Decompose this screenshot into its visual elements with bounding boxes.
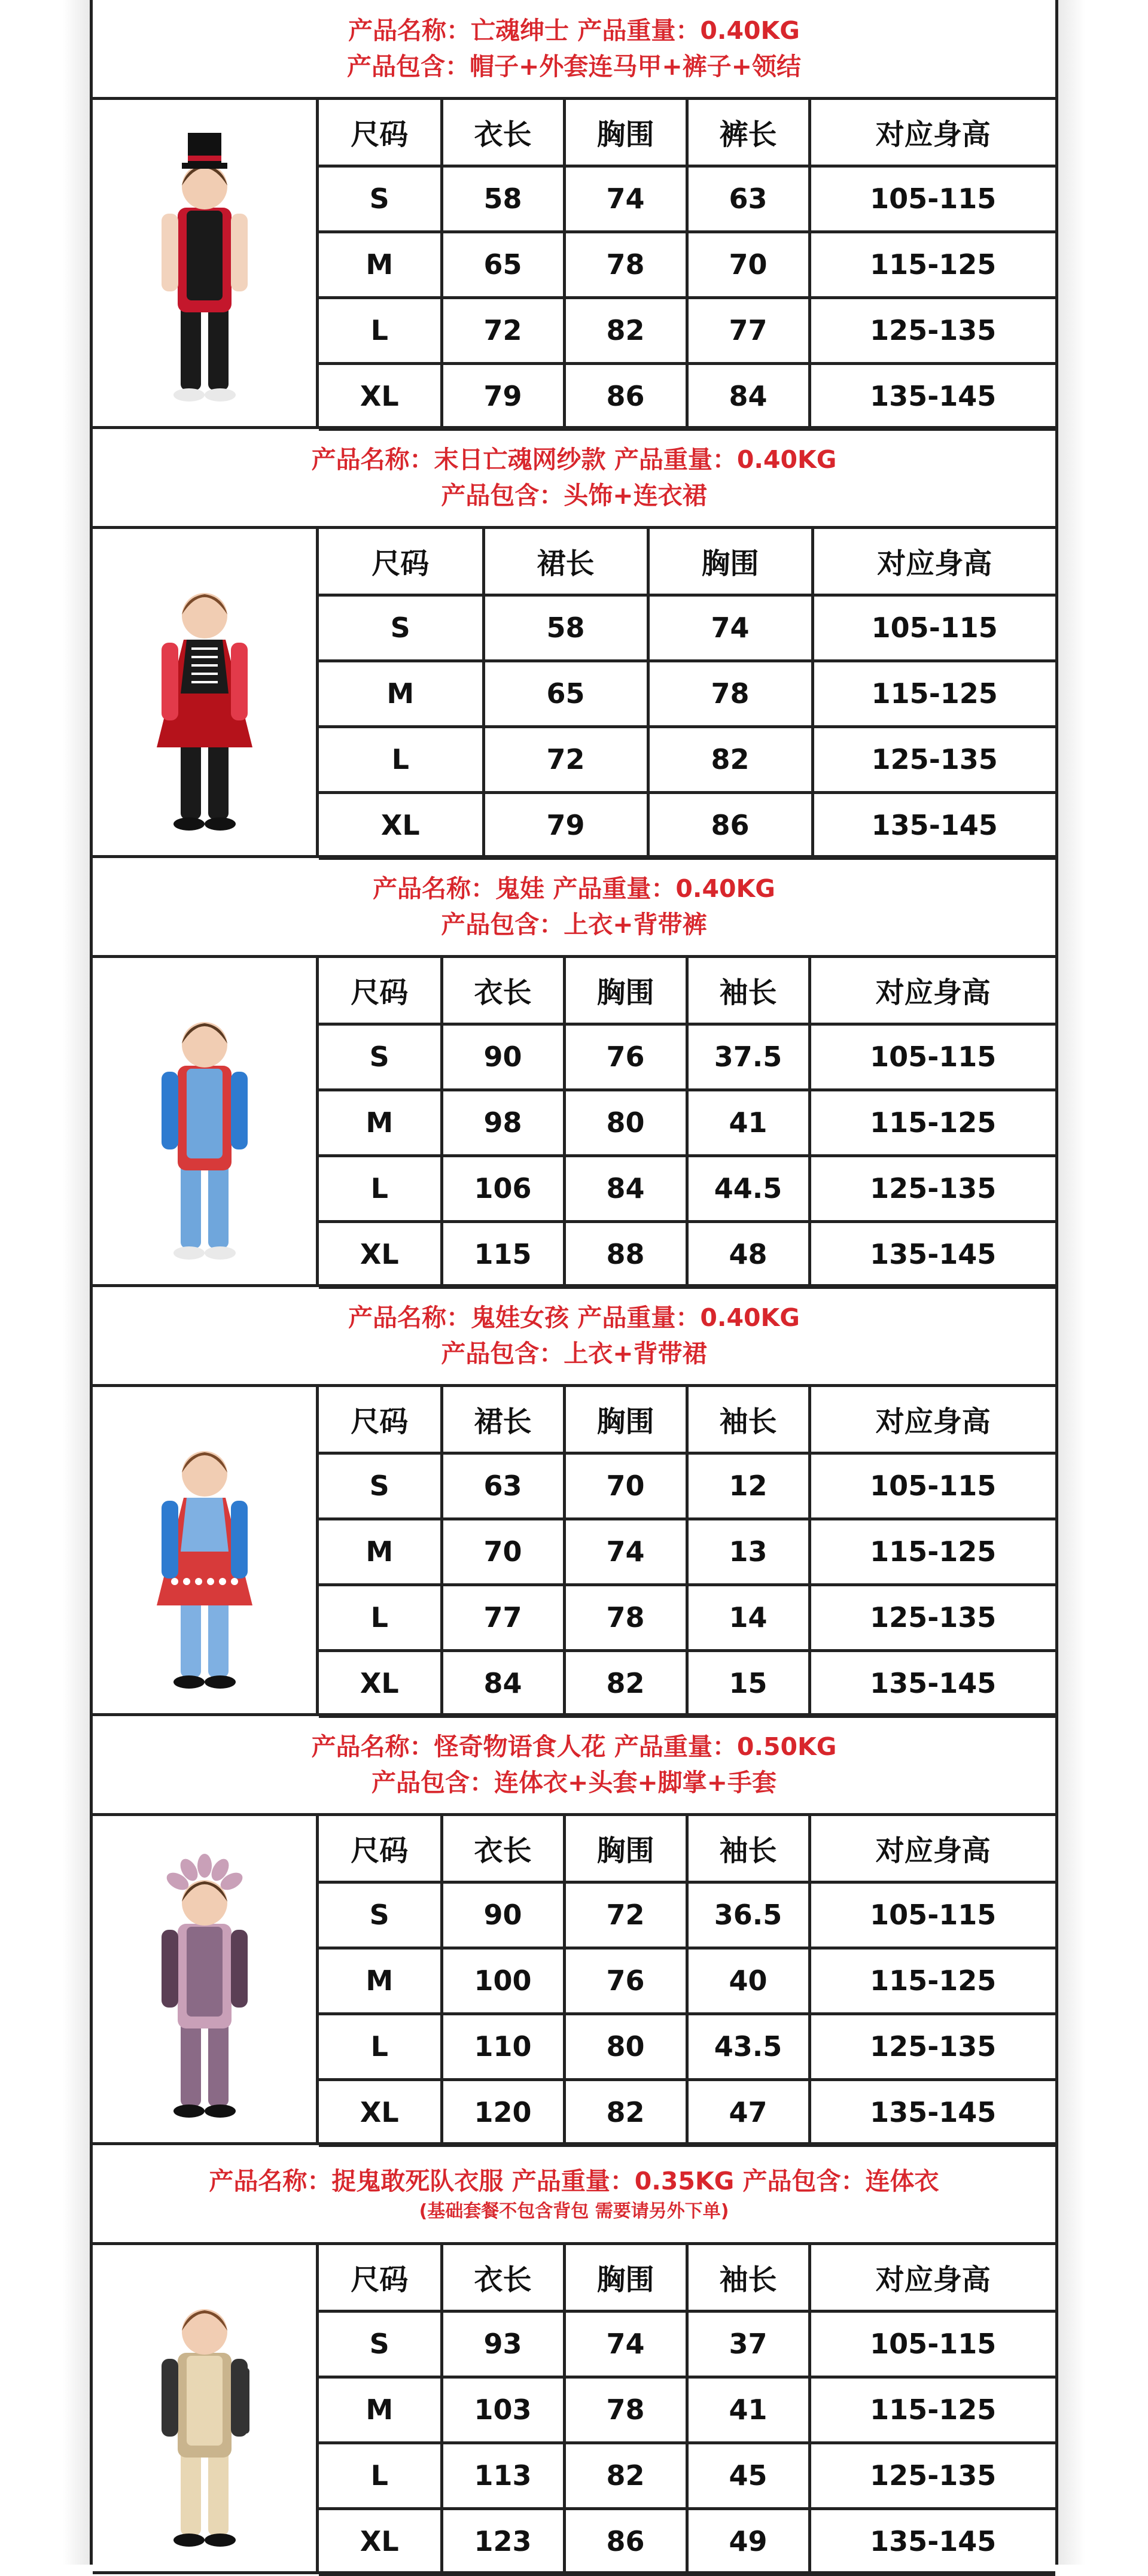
- measurement-cell: 41: [687, 1090, 809, 1155]
- measurement-cell: 123: [441, 2508, 564, 2574]
- product-header: [93, 1716, 1055, 1816]
- measurement-cell: 79: [441, 363, 564, 429]
- table-row: [319, 232, 1055, 297]
- measurement-cell: 41: [687, 2377, 809, 2443]
- product-photo: [93, 2245, 319, 2574]
- measurement-cell: 135-145: [809, 2508, 1055, 2574]
- column-header: 对应身高: [809, 2245, 1055, 2311]
- measurement-cell: 63: [687, 166, 809, 232]
- column-header: 尺码: [319, 2245, 441, 2311]
- size-table: [319, 1387, 1055, 1718]
- measurement-cell: 90: [441, 1882, 564, 1948]
- measurement-cell: 78: [564, 2377, 687, 2443]
- product-photo: [93, 529, 319, 858]
- measurement-cell: 115-125: [812, 661, 1055, 726]
- product-header: [93, 858, 1055, 958]
- table-header-row: [319, 958, 1055, 1024]
- size-cell: M: [319, 2377, 441, 2443]
- size-cell: M: [319, 1948, 441, 2014]
- measurement-cell: 14: [687, 1584, 809, 1650]
- measurement-cell: 84: [441, 1650, 564, 1716]
- product-contents-line: 产品包含：连体衣+头套+脚掌+手套: [371, 1768, 777, 1797]
- measurement-cell: 37.5: [687, 1024, 809, 1090]
- measurement-cell: 76: [564, 1024, 687, 1090]
- measurement-cell: 49: [687, 2508, 809, 2574]
- table-row: [319, 2443, 1055, 2508]
- size-cell: L: [319, 2014, 441, 2079]
- measurement-cell: 79: [483, 792, 648, 858]
- measurement-cell: 70: [687, 232, 809, 297]
- column-header: 尺码: [319, 1387, 441, 1453]
- measurement-cell: 78: [564, 232, 687, 297]
- table-header-row: [319, 1816, 1055, 1882]
- model-figure-illustration: [133, 2266, 276, 2553]
- size-cell: XL: [319, 1650, 441, 1716]
- measurement-cell: 72: [564, 1882, 687, 1948]
- product-title-line: 产品名称：鬼娃女孩 产品重量：0.40KG: [348, 1303, 800, 1332]
- size-cell: XL: [319, 1221, 441, 1287]
- measurement-cell: 125-135: [809, 2443, 1055, 2508]
- column-header: 衣长: [441, 1816, 564, 1882]
- product-section: [93, 858, 1055, 1287]
- measurement-cell: 106: [441, 1155, 564, 1221]
- product-photo: [93, 1387, 319, 1716]
- product-photo: [93, 100, 319, 429]
- measurement-cell: 125-135: [809, 297, 1055, 363]
- table-header-row: [319, 529, 1055, 595]
- column-header: 对应身高: [809, 100, 1055, 166]
- size-cell: S: [319, 595, 483, 661]
- measurement-cell: 78: [564, 1584, 687, 1650]
- measurement-cell: 115-125: [809, 2377, 1055, 2443]
- product-header: [93, 1287, 1055, 1387]
- measurement-cell: 115-125: [809, 232, 1055, 297]
- measurement-cell: 70: [441, 1519, 564, 1584]
- product-title-line: 产品名称：亡魂绅士 产品重量：0.40KG: [348, 16, 800, 45]
- measurement-cell: 37: [687, 2311, 809, 2377]
- measurement-cell: 105-115: [809, 1882, 1055, 1948]
- measurement-cell: 100: [441, 1948, 564, 2014]
- measurement-cell: 84: [564, 1155, 687, 1221]
- product-title-line: 产品名称：怪奇物语食人花 产品重量：0.50KG: [311, 1732, 837, 1761]
- column-header: 尺码: [319, 958, 441, 1024]
- product-title-line: 产品名称：捉鬼敢死队衣服 产品重量：0.35KG 产品包含：连体衣: [209, 2167, 939, 2195]
- measurement-cell: 115: [441, 1221, 564, 1287]
- column-header: 对应身高: [812, 529, 1055, 595]
- column-header: 胸围: [564, 1816, 687, 1882]
- product-header: [93, 429, 1055, 529]
- section-divider: [93, 2571, 1055, 2574]
- column-header: 对应身高: [809, 958, 1055, 1024]
- measurement-cell: 135-145: [812, 792, 1055, 858]
- measurement-cell: 135-145: [809, 1221, 1055, 1287]
- table-row: [319, 297, 1055, 363]
- table-row: [319, 1024, 1055, 1090]
- measurement-cell: 105-115: [809, 2311, 1055, 2377]
- measurement-cell: 74: [564, 2311, 687, 2377]
- column-header: 袖长: [687, 2245, 809, 2311]
- page-edge-right: [1058, 0, 1148, 2565]
- measurement-cell: 125-135: [809, 1155, 1055, 1221]
- measurement-cell: 105-115: [809, 166, 1055, 232]
- measurement-cell: 72: [441, 297, 564, 363]
- size-cell: XL: [319, 2508, 441, 2574]
- column-header: 对应身高: [809, 1387, 1055, 1453]
- table-row: [319, 1650, 1055, 1716]
- table-row: [319, 661, 1055, 726]
- measurement-cell: 45: [687, 2443, 809, 2508]
- table-row: [319, 363, 1055, 429]
- column-header: 对应身高: [809, 1816, 1055, 1882]
- measurement-cell: 82: [564, 2443, 687, 2508]
- size-cell: L: [319, 2443, 441, 2508]
- measurement-cell: 48: [687, 1221, 809, 1287]
- product-title-line: 产品名称：鬼娃 产品重量：0.40KG: [373, 874, 775, 903]
- table-header-row: [319, 1387, 1055, 1453]
- size-cell: XL: [319, 792, 483, 858]
- measurement-cell: 86: [564, 363, 687, 429]
- column-header: 袖长: [687, 958, 809, 1024]
- measurement-cell: 105-115: [809, 1024, 1055, 1090]
- measurement-cell: 115-125: [809, 1090, 1055, 1155]
- table-row: [319, 1453, 1055, 1519]
- product-contents-line: 产品包含：上衣+背带裙: [441, 1339, 707, 1368]
- product-photo: [93, 1816, 319, 2145]
- table-row: [319, 1584, 1055, 1650]
- measurement-cell: 82: [564, 1650, 687, 1716]
- measurement-cell: 125-135: [812, 726, 1055, 792]
- model-figure-illustration: [133, 1408, 276, 1695]
- column-header: 胸围: [564, 2245, 687, 2311]
- model-figure-illustration: [133, 550, 276, 837]
- column-header: 衣长: [441, 100, 564, 166]
- size-table: [319, 100, 1055, 431]
- measurement-cell: 36.5: [687, 1882, 809, 1948]
- product-title-line: 产品名称：末日亡魂网纱款 产品重量：0.40KG: [311, 445, 837, 474]
- measurement-cell: 88: [564, 1221, 687, 1287]
- product-contents-line: 产品包含：上衣+背带裤: [441, 910, 707, 939]
- product-photo: [93, 958, 319, 1287]
- measurement-cell: 113: [441, 2443, 564, 2508]
- table-row: [319, 1090, 1055, 1155]
- column-header: 衣长: [441, 958, 564, 1024]
- table-row: [319, 792, 1055, 858]
- size-cell: S: [319, 1453, 441, 1519]
- measurement-cell: 40: [687, 1948, 809, 2014]
- size-cell: M: [319, 232, 441, 297]
- measurement-cell: 72: [483, 726, 648, 792]
- measurement-cell: 82: [564, 2079, 687, 2145]
- column-header: 衣长: [441, 2245, 564, 2311]
- table-row: [319, 2377, 1055, 2443]
- size-cell: S: [319, 166, 441, 232]
- table-row: [319, 1948, 1055, 2014]
- table-row: [319, 2311, 1055, 2377]
- table-row: [319, 1221, 1055, 1287]
- measurement-cell: 103: [441, 2377, 564, 2443]
- size-table: [319, 529, 1055, 860]
- measurement-cell: 115-125: [809, 1519, 1055, 1584]
- product-section: [93, 0, 1055, 429]
- table-header-row: [319, 2245, 1055, 2311]
- table-header-row: [319, 100, 1055, 166]
- column-header: 裙长: [483, 529, 648, 595]
- measurement-cell: 65: [441, 232, 564, 297]
- measurement-cell: 80: [564, 1090, 687, 1155]
- measurement-cell: 43.5: [687, 2014, 809, 2079]
- column-header: 尺码: [319, 1816, 441, 1882]
- product-contents-line: 产品包含：头饰+连衣裙: [441, 481, 707, 510]
- measurement-cell: 76: [564, 1948, 687, 2014]
- measurement-cell: 63: [441, 1453, 564, 1519]
- page-edge-left: [0, 0, 90, 2565]
- size-cell: XL: [319, 2079, 441, 2145]
- measurement-cell: 70: [564, 1453, 687, 1519]
- measurement-cell: 105-115: [809, 1453, 1055, 1519]
- size-cell: M: [319, 1519, 441, 1584]
- measurement-cell: 84: [687, 363, 809, 429]
- column-header: 胸围: [564, 1387, 687, 1453]
- column-header: 胸围: [564, 100, 687, 166]
- measurement-cell: 120: [441, 2079, 564, 2145]
- table-row: [319, 2079, 1055, 2145]
- size-cell: S: [319, 1882, 441, 1948]
- measurement-cell: 58: [483, 595, 648, 661]
- column-header: 袖长: [687, 1387, 809, 1453]
- measurement-cell: 86: [648, 792, 812, 858]
- measurement-cell: 82: [648, 726, 812, 792]
- size-cell: L: [319, 297, 441, 363]
- measurement-cell: 74: [564, 1519, 687, 1584]
- table-row: [319, 166, 1055, 232]
- column-header: 尺码: [319, 529, 483, 595]
- measurement-cell: 110: [441, 2014, 564, 2079]
- size-table: [319, 1816, 1055, 2147]
- size-cell: S: [319, 1024, 441, 1090]
- size-table: [319, 958, 1055, 1289]
- measurement-cell: 47: [687, 2079, 809, 2145]
- measurement-cell: 125-135: [809, 1584, 1055, 1650]
- measurement-cell: 135-145: [809, 1650, 1055, 1716]
- model-figure-illustration: [133, 979, 276, 1266]
- product-section: [93, 1716, 1055, 2145]
- measurement-cell: 77: [441, 1584, 564, 1650]
- measurement-cell: 135-145: [809, 363, 1055, 429]
- size-cell: XL: [319, 363, 441, 429]
- measurement-cell: 74: [648, 595, 812, 661]
- column-header: 胸围: [648, 529, 812, 595]
- measurement-cell: 13: [687, 1519, 809, 1584]
- measurement-cell: 80: [564, 2014, 687, 2079]
- column-header: 袖长: [687, 1816, 809, 1882]
- measurement-cell: 78: [648, 661, 812, 726]
- size-cell: S: [319, 2311, 441, 2377]
- measurement-cell: 98: [441, 1090, 564, 1155]
- measurement-cell: 44.5: [687, 1155, 809, 1221]
- product-note: (基础套餐不包含背包 需要请另外下单): [419, 2201, 729, 2222]
- model-figure-illustration: [133, 121, 276, 408]
- table-row: [319, 1519, 1055, 1584]
- product-contents-line: 产品包含：帽子+外套连马甲+裤子+领结: [346, 52, 802, 81]
- measurement-cell: 105-115: [812, 595, 1055, 661]
- column-header: 裤长: [687, 100, 809, 166]
- measurement-cell: 86: [564, 2508, 687, 2574]
- size-table: [319, 2245, 1055, 2576]
- model-figure-illustration: [133, 1837, 276, 2124]
- measurement-cell: 93: [441, 2311, 564, 2377]
- measurement-cell: 90: [441, 1024, 564, 1090]
- size-cell: L: [319, 726, 483, 792]
- table-row: [319, 1882, 1055, 1948]
- measurement-cell: 58: [441, 166, 564, 232]
- product-section: [93, 429, 1055, 858]
- column-header: 尺码: [319, 100, 441, 166]
- measurement-cell: 65: [483, 661, 648, 726]
- size-cell: M: [319, 661, 483, 726]
- measurement-cell: 12: [687, 1453, 809, 1519]
- measurement-cell: 82: [564, 297, 687, 363]
- size-cell: L: [319, 1584, 441, 1650]
- measurement-cell: 77: [687, 297, 809, 363]
- column-header: 裙长: [441, 1387, 564, 1453]
- product-header: [93, 0, 1055, 100]
- measurement-cell: 135-145: [809, 2079, 1055, 2145]
- table-row: [319, 595, 1055, 661]
- table-row: [319, 1155, 1055, 1221]
- measurement-cell: 74: [564, 166, 687, 232]
- measurement-cell: 15: [687, 1650, 809, 1716]
- table-row: [319, 2014, 1055, 2079]
- table-row: [319, 726, 1055, 792]
- size-cell: M: [319, 1090, 441, 1155]
- product-section: [93, 1287, 1055, 1716]
- size-cell: L: [319, 1155, 441, 1221]
- product-section: [93, 2145, 1055, 2574]
- size-chart-sheet: [90, 0, 1058, 2565]
- measurement-cell: 115-125: [809, 1948, 1055, 2014]
- measurement-cell: 125-135: [809, 2014, 1055, 2079]
- product-header: [93, 2145, 1055, 2245]
- column-header: 胸围: [564, 958, 687, 1024]
